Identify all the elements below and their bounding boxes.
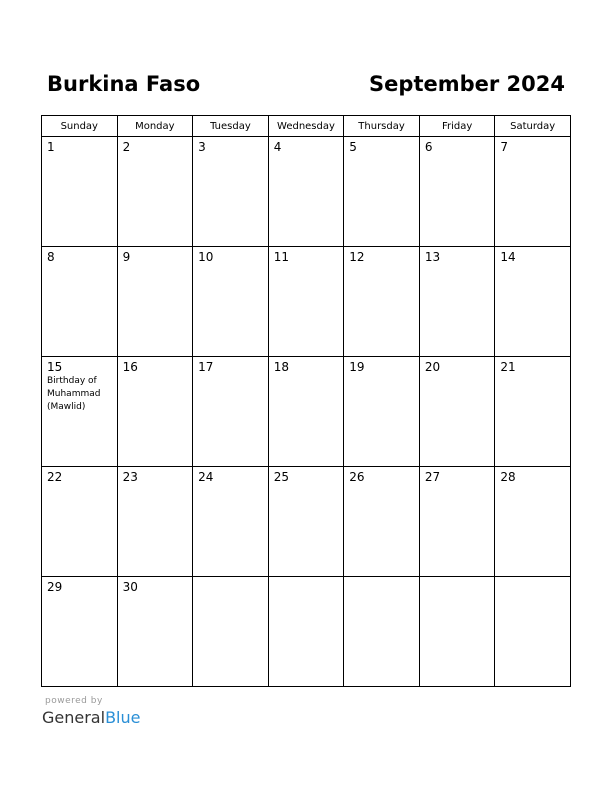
day-number: 7: [500, 140, 509, 154]
day-cell: [42, 577, 118, 687]
day-cell: [419, 247, 495, 357]
day-cell: [419, 137, 495, 247]
day-number: 8: [47, 250, 55, 264]
day-cell: [42, 137, 118, 247]
empty-day-cell: [495, 577, 571, 687]
weekday-monday: Monday: [117, 116, 193, 137]
day-number: 19: [349, 360, 365, 374]
day-number: 16: [122, 360, 138, 374]
day-number: 4: [273, 140, 282, 154]
day-cell: [193, 137, 269, 247]
day-number: 30: [122, 580, 138, 594]
weekday-friday: Friday: [419, 116, 495, 137]
empty-day-cell: [344, 577, 420, 687]
day-cell: [419, 467, 495, 577]
week-row: [42, 357, 571, 467]
day-number: 17: [198, 360, 214, 374]
day-number: 11: [273, 250, 289, 264]
day-number: 18: [273, 360, 289, 374]
day-cell: [117, 467, 193, 577]
day-number: 15: [47, 360, 63, 374]
week-row: [42, 137, 571, 247]
country-title: Burkina Faso: [47, 72, 201, 96]
weekday-sunday: Sunday: [42, 116, 118, 137]
day-number: 10: [198, 250, 214, 264]
day-cell: [42, 467, 118, 577]
day-cell: [268, 137, 344, 247]
day-cell: [268, 357, 344, 467]
day-cell: [117, 357, 193, 467]
month-title: September 2024: [369, 72, 565, 96]
day-number: 6: [424, 140, 433, 154]
weekday-header-row: [42, 116, 571, 137]
generalblue-logo: [42, 708, 140, 728]
day-cell: [344, 247, 420, 357]
day-number: 27: [424, 470, 441, 484]
empty-day-cell: [193, 577, 269, 687]
calendar-body: [42, 137, 571, 687]
day-cell: [117, 577, 193, 687]
day-number: 28: [500, 470, 516, 484]
weekday-wednesday: Wednesday: [268, 116, 344, 137]
day-number: 23: [122, 470, 138, 484]
day-number: 5: [349, 140, 357, 154]
day-number: 21: [500, 360, 516, 374]
week-row: [42, 577, 571, 687]
week-row: [42, 467, 571, 577]
day-number: 2: [122, 140, 131, 154]
day-cell: [344, 467, 420, 577]
day-cell: [193, 467, 269, 577]
day-number: 22: [47, 470, 63, 484]
weekday-saturday: Saturday: [495, 116, 571, 137]
day-cell: [42, 247, 118, 357]
logo-general: General: [42, 708, 106, 727]
day-number: 14: [500, 250, 516, 264]
day-number: 20: [424, 360, 441, 374]
footer-branding: [42, 696, 140, 728]
day-cell: [344, 137, 420, 247]
day-number: 13: [424, 250, 441, 264]
week-row: [42, 247, 571, 357]
holiday-label: Birthday of Muhammad (Mawlid): [47, 376, 101, 412]
logo-blue: Blue: [105, 708, 141, 727]
day-cell: [268, 467, 344, 577]
day-cell: [193, 247, 269, 357]
empty-day-cell: [419, 577, 495, 687]
weekday-tuesday: Tuesday: [193, 116, 269, 137]
empty-day-cell: [268, 577, 344, 687]
powered-by-text: powered by: [45, 696, 103, 706]
day-cell: [268, 247, 344, 357]
day-cell: [419, 357, 495, 467]
day-cell: [495, 247, 571, 357]
day-cell: [193, 357, 269, 467]
day-cell: [42, 357, 118, 467]
day-number: 29: [47, 580, 63, 594]
weekday-thursday: Thursday: [344, 116, 420, 137]
day-number: 1: [47, 140, 55, 154]
day-cell: [495, 137, 571, 247]
day-cell: [495, 467, 571, 577]
day-number: 9: [122, 250, 131, 264]
day-number: 26: [349, 470, 365, 484]
day-cell: [344, 357, 420, 467]
day-number: 12: [349, 250, 365, 264]
day-cell: [117, 137, 193, 247]
day-cell: [495, 357, 571, 467]
day-number: 25: [273, 470, 289, 484]
day-number: 24: [198, 470, 214, 484]
calendar-grid: [41, 115, 571, 687]
day-number: 3: [198, 140, 206, 154]
day-cell: [117, 247, 193, 357]
